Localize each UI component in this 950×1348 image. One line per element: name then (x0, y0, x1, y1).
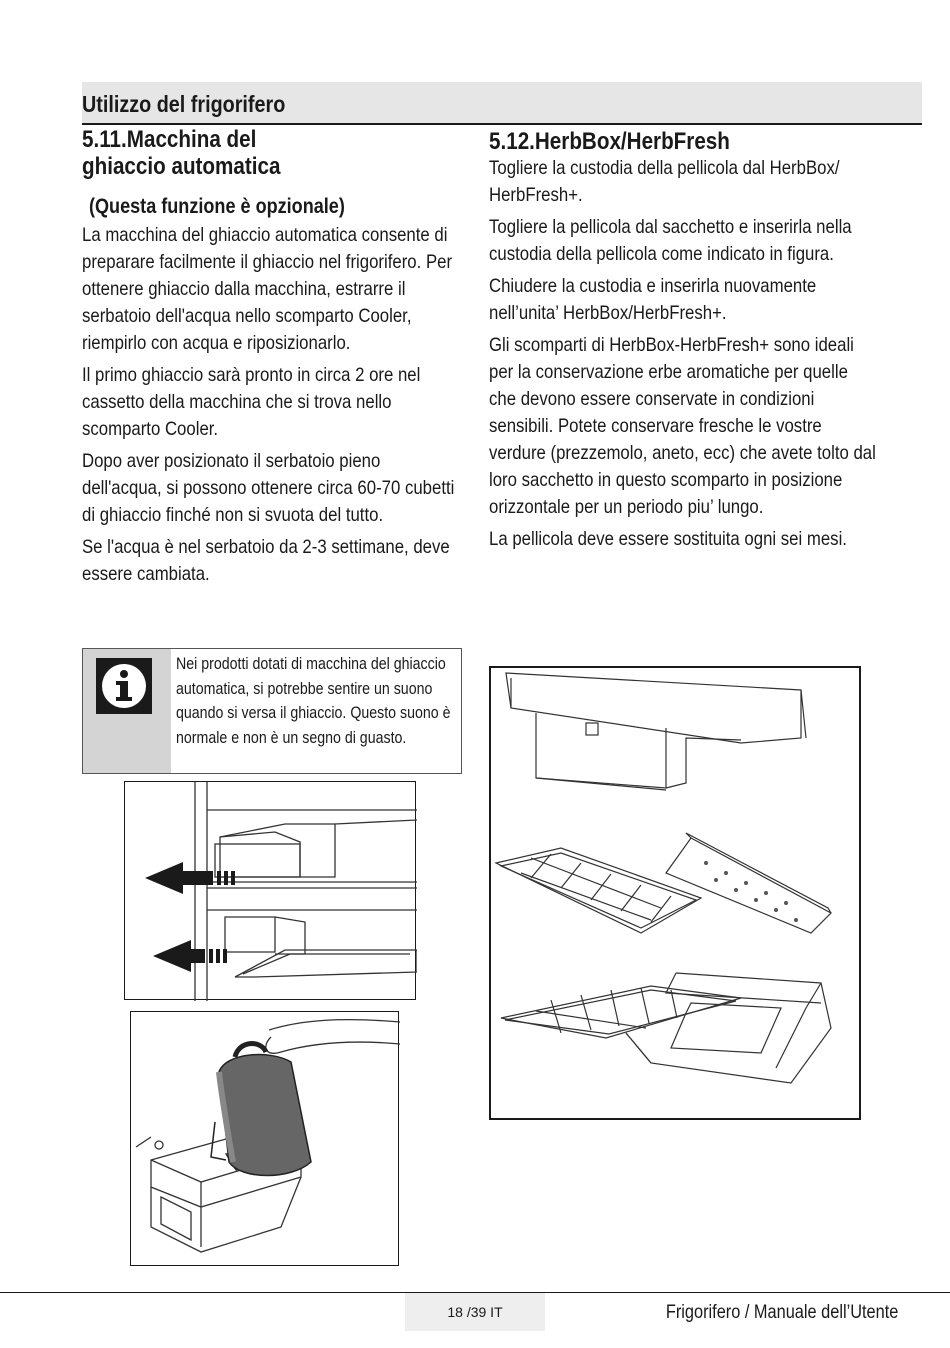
info-icon (96, 658, 152, 714)
ice-maker-paragraph-3: Dopo aver posizionato il serbatoio pieno dell'acqua, si possono ottenere circa 60-70 cubetti di ghiaccio finché non si svuota del tutto. (82, 450, 455, 526)
page-number: 18 /39 IT (447, 1304, 503, 1320)
herbbox-paragraph-1: Togliere la custodia della pellicola dal HerbBox/ HerbFresh+. (489, 157, 840, 206)
ice-maker-paragraph-1: La macchina del ghiaccio automatica consente di preparare facilmente il ghiaccio nel frigorifero. Per ottenere ghiaccio dalla macchina, estrarre il serbatoio dell'acqua nello scomparto Cooler, riempirlo con acqua e riposizionarlo. (82, 224, 453, 354)
ice-maker-heading-line1: 5.11.Macchina del (82, 126, 257, 153)
herbbox-paragraph-2: Togliere la pellicola dal sacchetto e inserirla nella custodia della pellicola come indicato in figura. (489, 216, 852, 265)
right-column (489, 128, 876, 558)
water-tank-filling-illustration (130, 1011, 399, 1266)
ice-maker-paragraph-4: Se l'acqua è nel serbatoio da 2-3 settimane, deve essere cambiata. (82, 536, 450, 585)
ice-tray-removal-illustration (124, 781, 416, 1000)
optional-feature-subheading: (Questa funzione è opzionale) (89, 195, 345, 218)
herbbox-assembly-illustration (489, 666, 861, 1120)
herbbox-paragraph-5: La pellicola deve essere sostituita ogni sei mesi. (489, 528, 847, 550)
info-icon-cell (83, 649, 171, 773)
herbbox-paragraph-3: Chiudere la custodia e inserirla nuovamente nell’unita’ HerbBox/HerbFresh+. (489, 275, 817, 324)
herbbox-paragraph-4: Gli scomparti di HerbBox-HerbFresh+ sono ideali per la conservazione erbe aromatiche per quelle che devono essere conservate in condizioni sensibili. Potete conservare fresche le vostre verdure (prezzemolo, aneto, ecc) che avete tolto dal loro sacchetto in questo scomparto in posizione orizzontale per un periodo piu’ lungo. (489, 334, 876, 518)
herbbox-heading: 5.12.HerbBox/HerbFresh (489, 128, 730, 155)
page-number-box (405, 1293, 545, 1331)
info-note-text: Nei prodotti dotati di macchina del ghiaccio automatica, si potrebbe sentire un suono quando si versa il ghiaccio. Questo suono è normale e non è un segno di guasto. (176, 655, 451, 747)
section-header-bar (82, 82, 922, 125)
section-title: Utilizzo del frigorifero (82, 91, 286, 117)
ice-maker-paragraph-2: Il primo ghiaccio sarà pronto in circa 2 ore nel cassetto della macchina che si trova nello scomparto Cooler. (82, 364, 421, 440)
info-note-box (82, 648, 462, 774)
ice-maker-heading-line2: ghiaccio automatica (82, 153, 281, 180)
manual-title: Frigorifero / Manuale dell’Utente (665, 1302, 898, 1323)
left-column (82, 126, 462, 593)
